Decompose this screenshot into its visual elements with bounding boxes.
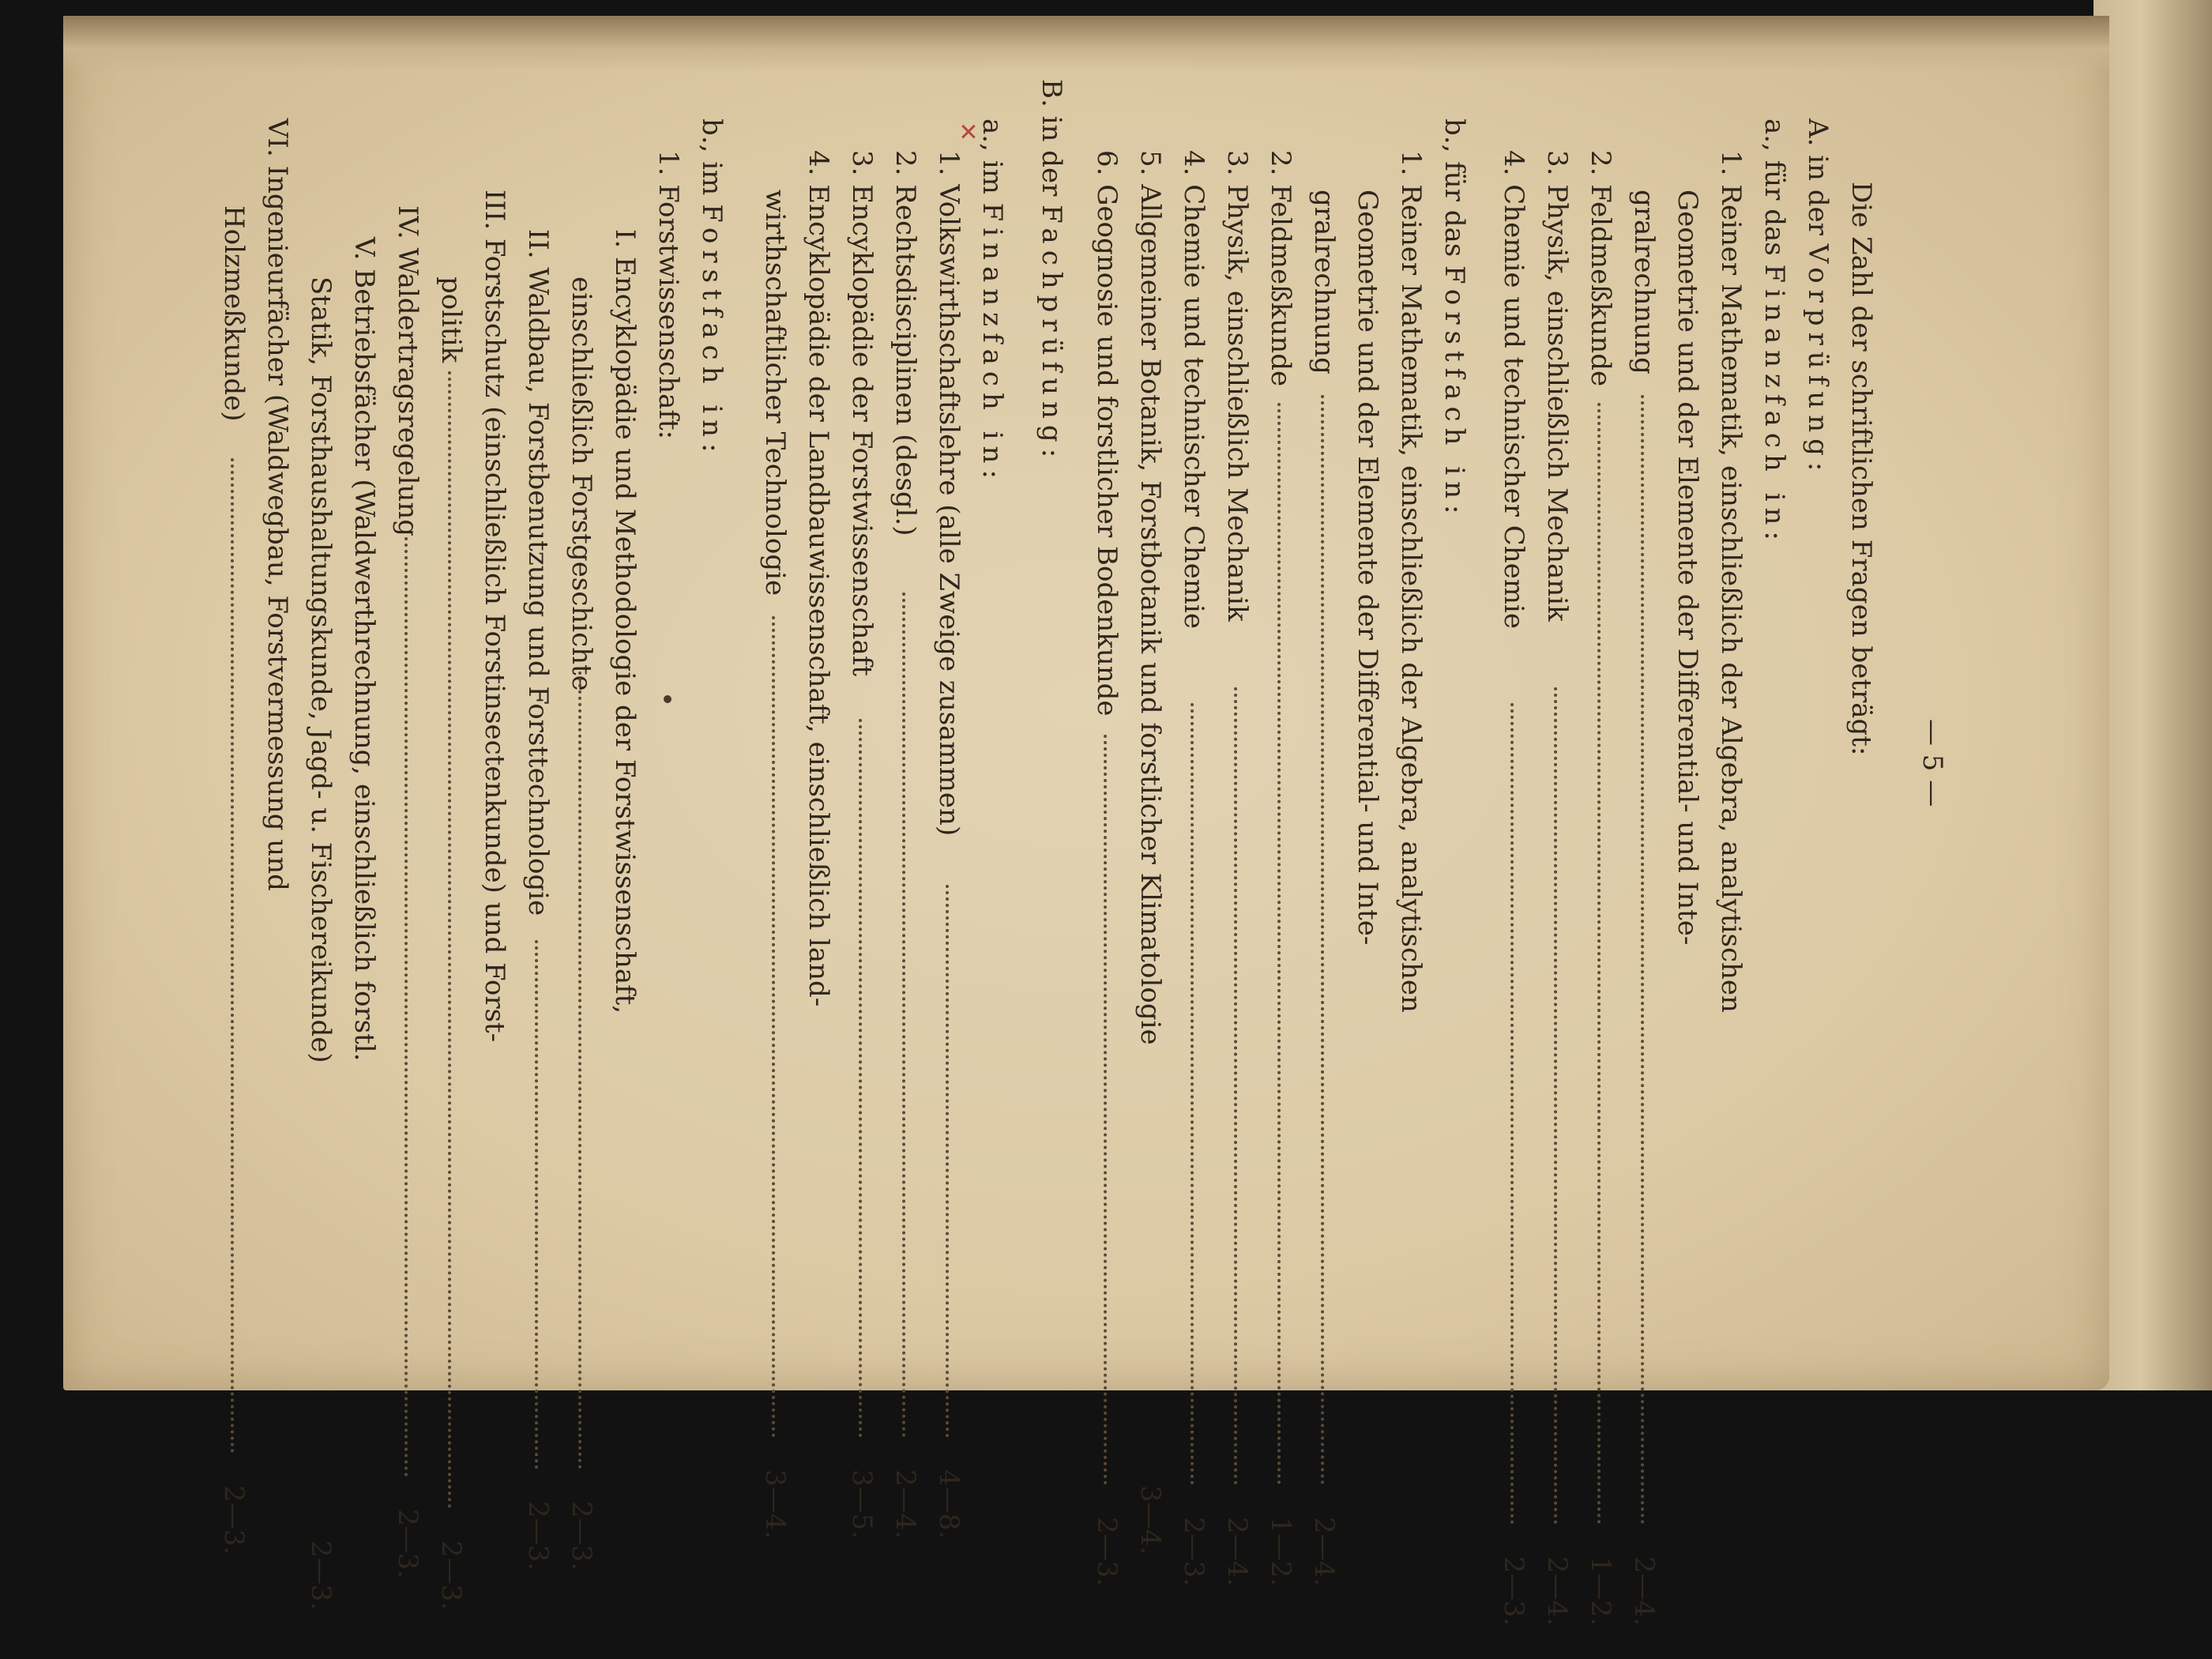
- list-item: [1305, 190, 1343, 1659]
- section-b-finanz-heading: [973, 118, 1011, 485]
- section-a-heading: [1799, 118, 1837, 477]
- rotated-page-text: [218, 79, 1951, 1627]
- dot-leader: [859, 719, 862, 1438]
- item-value: 1—2.: [1585, 1556, 1616, 1627]
- section-b-label: B. in der: [1036, 79, 1067, 197]
- item-value: 2—4.: [1308, 1517, 1340, 1587]
- section-b-forst-title: Forstfach in:: [696, 204, 728, 459]
- list-item: [1175, 150, 1213, 1659]
- item-text: 2. Rechtsdisciplinen (desgl.): [890, 150, 921, 536]
- item-text: 4. Chemie und technischer Chemie: [1178, 150, 1209, 630]
- section-a-label: A. in der: [1802, 118, 1834, 235]
- item-text: 6. Geognosie und forstlicher Bodenkunde: [1091, 150, 1123, 717]
- item-text: II. Waldbau, Forstbenutzung und Forsttechnologie: [522, 229, 554, 916]
- item-text: IV. Waldertragsregelung: [392, 205, 423, 537]
- dot-leader: [1191, 703, 1194, 1485]
- section-a-forst-intro: b., für das: [1439, 118, 1470, 258]
- list-item: I. Encyklopädie und Methodologie der Forstwissenschaft,: [609, 229, 641, 1014]
- dot-leader: [772, 616, 775, 1438]
- dot-leader: [578, 672, 581, 1469]
- item-text: gralrechnung: [1628, 190, 1660, 374]
- section-a-finanz-title: Finanzfach in:: [1759, 264, 1790, 547]
- list-item: [1262, 150, 1300, 1659]
- list-item: [930, 150, 968, 1659]
- dot-leader: [1641, 395, 1644, 1525]
- section-a-title: Vorprüfung:: [1802, 243, 1834, 478]
- dot-leader: [1597, 403, 1601, 1525]
- dot-leader: [448, 371, 451, 1509]
- item-value: 4—8.: [933, 1469, 965, 1540]
- dot-leader: [1277, 403, 1281, 1485]
- item-value: 1—2.: [1265, 1517, 1296, 1587]
- list-item: III. Forstschutz (einschließlich Forstinsectenkunde) und Forst-: [479, 190, 510, 1043]
- item-value: 2—4.: [890, 1469, 921, 1540]
- list-item: [1495, 150, 1533, 1659]
- section-b-forst-heading: [693, 118, 731, 459]
- item-value: 3—5.: [846, 1469, 878, 1540]
- list-item: Geometrie und der Elemente der Differential- und Inte-: [1352, 190, 1383, 946]
- item-text: 5. Allgemeiner Botanik, Forstbotanik und forstlicher Klimatologie: [1134, 150, 1166, 1045]
- item-text: 3. Physik, einschließlich Mechanik: [1221, 150, 1253, 622]
- list-item: [1088, 150, 1126, 1659]
- list-item: [1538, 150, 1576, 1659]
- section-b-finanz-title: Finanzfach in:: [976, 202, 1008, 485]
- item-text: 4. Chemie und technischer Chemie: [1498, 150, 1529, 630]
- list-item: 1. Reiner Mathematik, einschließlich der Algebra, analytischen: [1395, 150, 1427, 1013]
- section-b-forst-subheading: 1. Forstwissenschaft:: [653, 150, 684, 440]
- item-value: 2—3.: [218, 1485, 250, 1556]
- list-item: [1582, 150, 1620, 1659]
- dot-leader: [1510, 703, 1514, 1525]
- list-item: V. Betriebsfächer (Waldwerthrechnung, einschließlich forstl.: [348, 237, 380, 1062]
- list-item: [215, 205, 253, 1659]
- item-text: Holzmeßkunde): [218, 205, 250, 422]
- item-value: 2—3.: [566, 1501, 597, 1571]
- list-item: VI. Ingenieurfächer (Waldwegbau, Forstvermessung und: [261, 118, 293, 891]
- dot-leader: [946, 885, 949, 1438]
- list-item: Geometrie und der Elemente der Differential- und Inte-: [1672, 190, 1703, 946]
- item-text: gralrechnung: [1308, 190, 1340, 374]
- item-value: 2—3.: [1091, 1517, 1123, 1587]
- list-item: [756, 190, 794, 1659]
- item-text: Statik, Forsthaushaltungskunde, Jagd- u. Fischereikunde): [305, 276, 337, 1063]
- item-value: 3—4.: [759, 1469, 791, 1540]
- item-value: 2—3.: [522, 1501, 554, 1571]
- section-b-heading: [1033, 79, 1070, 464]
- page-number: — 5 —: [1917, 719, 1948, 807]
- section-b-finanz-intro: a., im: [976, 118, 1008, 194]
- item-value: 2—3.: [1178, 1517, 1209, 1587]
- dot-leader: [535, 940, 538, 1469]
- section-b-forst-intro: b., im: [696, 118, 728, 196]
- item-value: 3—4.: [1134, 1485, 1166, 1556]
- section-b-title: Fachprüfung:: [1036, 205, 1067, 465]
- list-item: [886, 150, 924, 1659]
- item-text: einschließlich Forstgeschichte: [566, 276, 597, 691]
- item-value: 2—3.: [392, 1509, 423, 1579]
- dot-leader: [1321, 395, 1324, 1485]
- item-value: 2—4.: [1628, 1556, 1660, 1627]
- list-item: [519, 229, 557, 1659]
- list-item: 1. Reiner Mathematik, einschließlich der Algebra, analytischen: [1715, 150, 1747, 1013]
- item-text: 3. Physik, einschließlich Mechanik: [1541, 150, 1573, 622]
- item-text: 1. Volkswirthschaftslehre (alle Zweige zusammen): [933, 150, 965, 837]
- list-item: [389, 205, 427, 1659]
- section-a-finanz-intro: a., für das: [1759, 118, 1790, 256]
- list-item: [843, 150, 881, 1659]
- intro-line: Die Zahl der schriftlichen Fragen beträgt:: [1845, 182, 1877, 756]
- dot-leader: [1554, 687, 1557, 1525]
- list-item: [1625, 190, 1663, 1659]
- section-a-forst-title: Forstfach in:: [1439, 265, 1470, 521]
- list-item: [1218, 150, 1256, 1659]
- item-value: 2—3.: [305, 1540, 337, 1611]
- dot-leader: [1104, 735, 1107, 1485]
- dot-leader: [231, 458, 234, 1454]
- adjacent-page-edge: [2094, 0, 2212, 1390]
- ink-blot: [664, 695, 672, 703]
- item-value: 2—3.: [1498, 1556, 1529, 1627]
- dot-leader: [902, 592, 905, 1438]
- list-item: 4. Encyklopädie der Landbauwissenschaft, einschließlich land-: [803, 150, 834, 1007]
- item-text: 2. Feldmeßkunde: [1585, 150, 1616, 387]
- item-value: 2—4.: [1541, 1556, 1573, 1627]
- list-item: [302, 276, 340, 1659]
- pencil-x-mark: ✕: [954, 122, 981, 142]
- item-text: 2. Feldmeßkunde: [1265, 150, 1296, 387]
- list-item: [1131, 150, 1169, 1659]
- section-a-forst-heading: [1435, 118, 1473, 520]
- dot-leader: [1234, 687, 1237, 1485]
- item-value: 2—3.: [435, 1540, 467, 1611]
- item-text: politik: [435, 276, 467, 363]
- dot-leader: [404, 537, 408, 1477]
- list-item: [432, 276, 470, 1659]
- item-value: 2—4.: [1221, 1517, 1253, 1587]
- section-a-finanz-heading: [1755, 118, 1793, 547]
- list-item: [562, 276, 600, 1659]
- item-text: wirthschaftlicher Technologie: [759, 190, 791, 596]
- item-text: 3. Encyklopädie der Forstwissenschaft: [846, 150, 878, 677]
